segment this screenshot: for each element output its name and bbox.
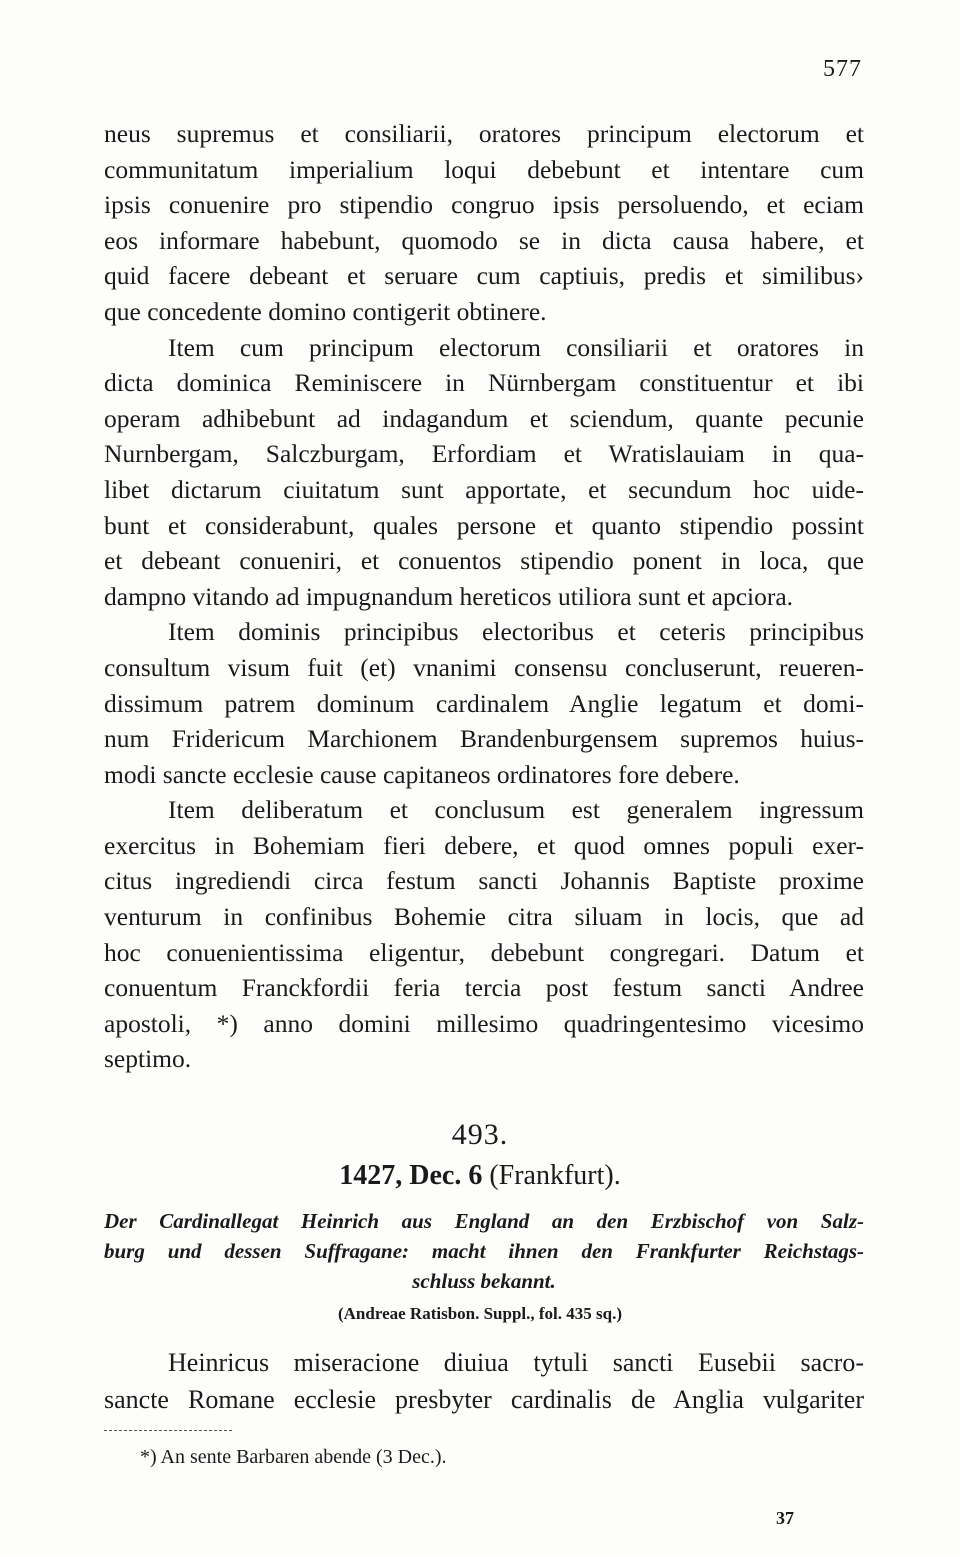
body-line: hoc conuenientissima eligentur, debebunt congregari. Datum et — [104, 937, 864, 967]
body-line: Item dominis principibus electoribus et ceteris principibus — [168, 617, 864, 647]
body-line: que concedente domino contigerit obtinere. — [104, 296, 547, 326]
body-line: eos informare habebunt, quomodo se in dicta causa habere, et — [104, 225, 864, 255]
document-source: (Andreae Ratisbon. Suppl., fol. 435 sq.) — [337, 1304, 623, 1323]
document-summary — [104, 1206, 864, 1296]
summary-line: burg und dessen Suffragane: macht ihnen den Frankfurter Reichstags- — [104, 1239, 864, 1263]
body-line: operam adhibebunt ad indagandum et sciendum, quante pecunie — [104, 403, 864, 433]
body-line: Nurnbergam, Salczburgam, Erfordiam et Wratislauiam in qua- — [104, 439, 864, 469]
body-line: dampno vitando ad impugnandum hereticos utiliora sunt et apciora. — [104, 581, 794, 611]
document-place: (Frankfurt). — [489, 1160, 621, 1191]
document-date — [0, 1160, 960, 1192]
body-line: quid facere debeant et seruare cum captiuis, predis et similibus› — [104, 261, 864, 291]
body-line: dissimum patrem dominum cardinalem Anglie legatum et domi- — [104, 688, 864, 718]
body-line: apostoli, *) anno domini millesimo quadringentesimo vicesimo — [104, 1008, 864, 1038]
printer-signature: 37 — [776, 1508, 794, 1528]
body-line: et debeant conueniri, et conuentos stipendio ponent in loca, que — [104, 546, 864, 576]
body-line: Item cum principum electorum consiliarii et oratores in — [168, 332, 864, 362]
body-line: bunt et considerabunt, quales persone et quanto stipendio possint — [104, 510, 864, 540]
document-date-bold: 1427, Dec. 6 — [339, 1160, 483, 1191]
body-line: exercitus in Bohemiam fieri debere, et quod omnes populi exer- — [104, 830, 864, 860]
body-text — [104, 116, 864, 1077]
letter-line: sancte Romane ecclesie presbyter cardinalis de Anglia vulgariter — [104, 1385, 864, 1414]
body-line: septimo. — [104, 1044, 192, 1074]
letter-text — [104, 1344, 864, 1418]
body-line: venturum in confinibus Bohemie citra siluam in locis, que ad — [104, 902, 864, 932]
document-number: 493. — [451, 1118, 509, 1151]
body-line: consultum visum fuit (et) vnanimi consensu concluserunt, reueren- — [104, 652, 864, 682]
body-line: ipsis conuenire pro stipendio congruo ipsis persoluendo, et eciam — [104, 190, 864, 220]
body-line: neus supremus et consiliarii, oratores principum electorum et — [104, 119, 864, 148]
letter-line: Heinricus miseracione diuiua tytuli sancti Eusebii sacro- — [168, 1348, 864, 1377]
body-line: Item deliberatum et conclusum est generalem ingressum — [168, 795, 864, 825]
summary-line: schluss bekannt. — [412, 1269, 556, 1293]
body-line: libet dictarum ciuitatum sunt apportate, et secundum hoc uide- — [104, 474, 864, 504]
body-line: conuentum Franckfordii feria tercia post festum sancti Andree — [104, 973, 864, 1003]
footnote-rule — [104, 1430, 232, 1431]
summary-line: Der Cardinallegat Heinrich aus England an den Erzbischof von Salz- — [104, 1209, 864, 1233]
page-number: 577 — [823, 56, 862, 82]
body-line: num Fridericum Marchionem Brandenburgensem supremos huius- — [104, 724, 864, 754]
body-line: communitatum imperialium loqui debebunt et intentare cum — [104, 154, 864, 184]
body-line: modi sancte ecclesie cause capitaneos ordinatores fore debere. — [104, 759, 740, 789]
body-line: citus ingrediendi circa festum sancti Johannis Baptiste proxime — [104, 866, 864, 896]
footnote: *) An sente Barbaren abende (3 Dec.). — [140, 1446, 447, 1468]
body-line: dicta dominica Reminiscere in Nürnbergam constituentur et ibi — [104, 368, 864, 398]
